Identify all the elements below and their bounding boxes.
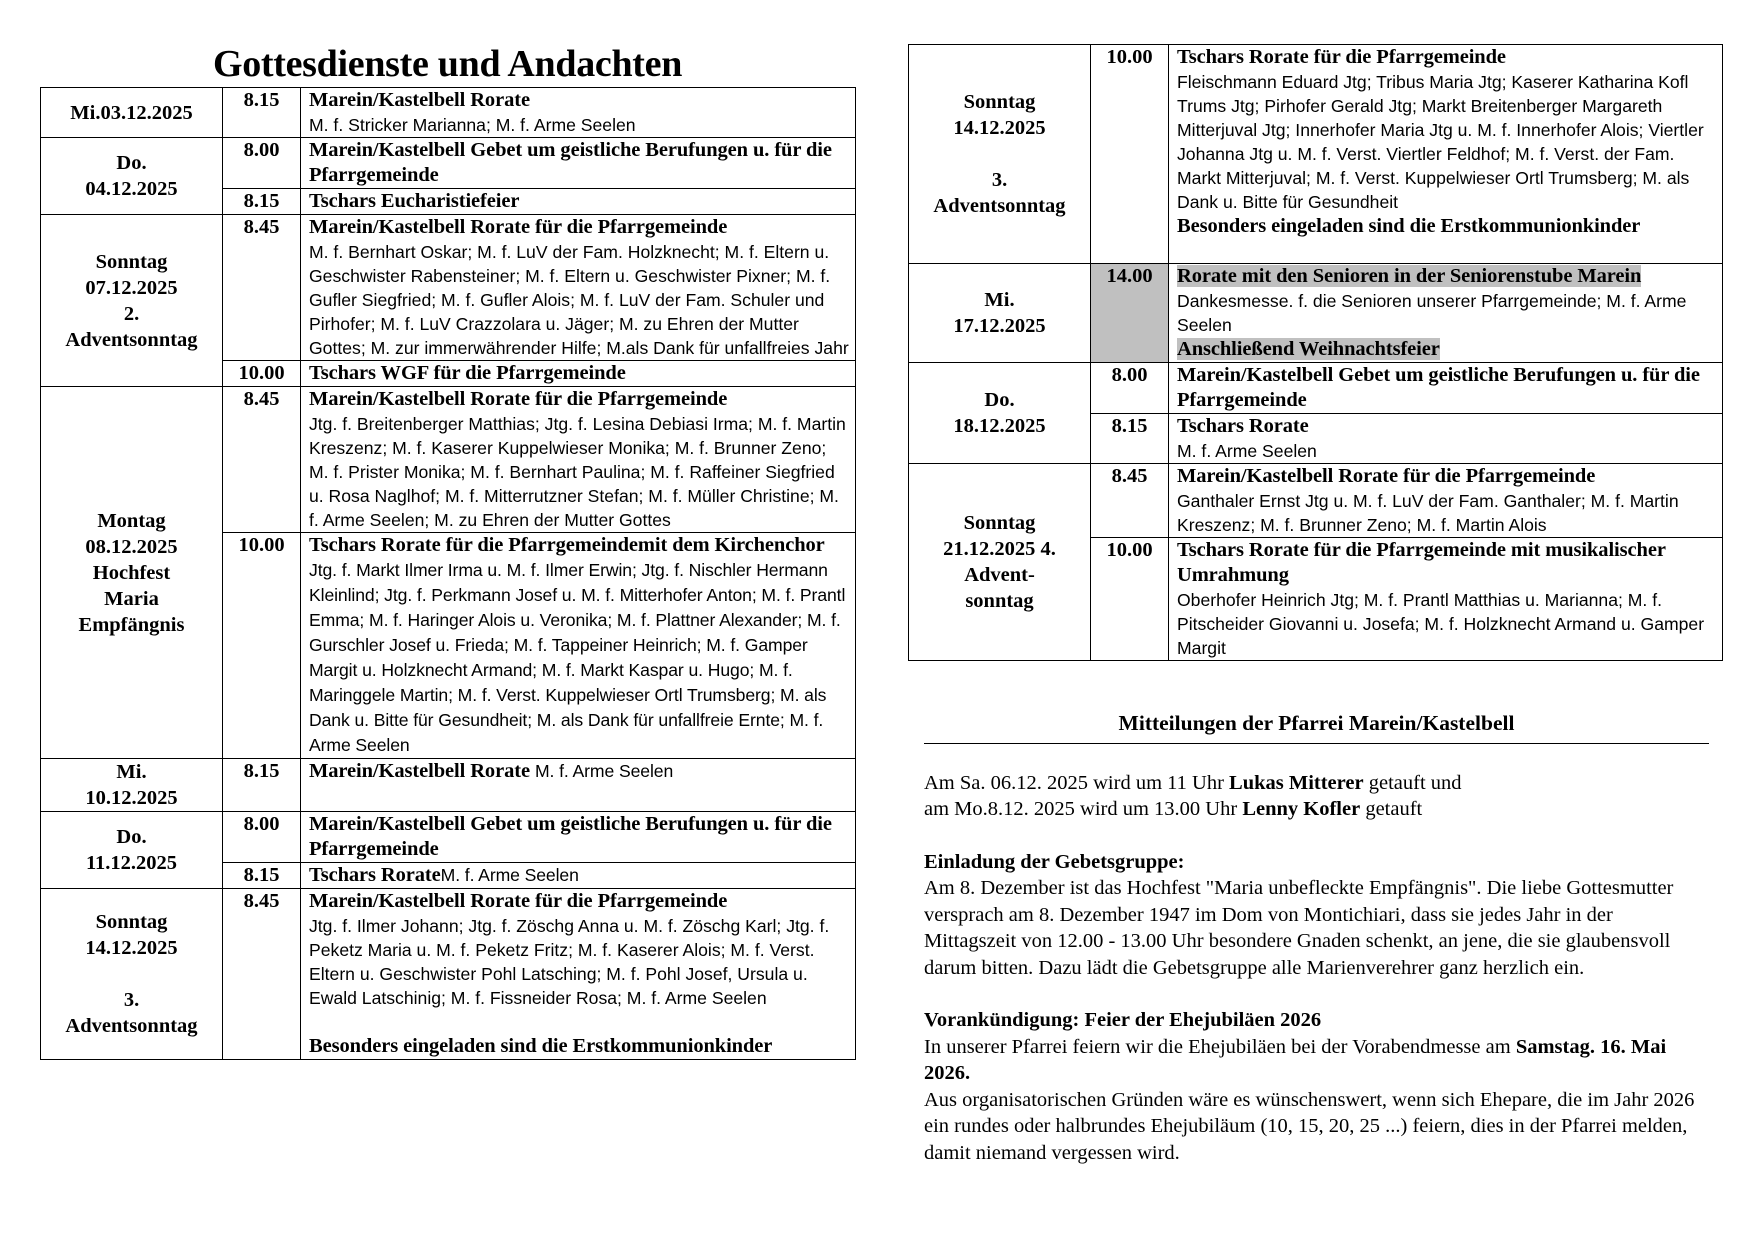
service-heading: [309, 361, 849, 386]
service-note: [309, 1034, 849, 1059]
service-cell: [301, 215, 856, 361]
service-heading: [309, 189, 849, 214]
baptism-text: Am Sa. 06.12. 2025 wird um 11 Uhr: [924, 771, 1230, 794]
date-label: Sonntag 21.12.2025 4. Advent-sonntag: [943, 512, 1056, 612]
service-title: Tschars Rorate für die Pfarrgemeinde mit musikalischer Umrahmung: [1177, 539, 1666, 586]
service-intentions: Jtg. f. Ilmer Johann; Jtg. f. Zöschg Anna u. M. f. Zöschg Karl; Jtg. f. Peketz Maria u. M. f. Peketz Fritz; M. f. Kaserer Alois; M. f. Verst. Eltern u. Geschwister Pohl Latsching; M. f. Pohl Josef, Ursula u. Ewald Latschinig; M. f. Fissneider Rosa; M. f. Arme Seelen: [309, 916, 830, 1008]
schedule-row: [909, 464, 1723, 538]
date-label: Do. 18.12.2025: [953, 389, 1046, 437]
date-cell: [909, 363, 1091, 464]
time-cell: 8.15: [223, 759, 301, 812]
date-label: Mi.03.12.2025: [70, 101, 193, 124]
schedule-row: [41, 387, 856, 533]
service-intentions: M. f. Arme Seelen: [440, 865, 579, 885]
service-cell: [1169, 264, 1723, 363]
service-intentions: Jtg. f. Markt Ilmer Irma u. M. f. Ilmer Erwin; Jtg. f. Nischler Hermann Kleinlind; Jtg. f. Perkmann Josef u. M. f. Mitterhofer Anton; M. f. Prantl Emma; M. f. Haringer Alois u. Veronika; M. f. Plattner Alexander; M. f. Gurschler Josef u. Frieda; M. f. Tappeiner Heinrich; M. f. Gamper Margit u. Holzknecht Armand; M. f. Markt Kaspar u. Hugo; M. f. Maringgele Martin; M. f. Verst. Kuppelwieser Ortl Trumsberg; M. als Dank u. Bitte für Gesundheit; M. als Dank für unfallfreie Ernte; M. f. Arme Seelen: [309, 560, 846, 755]
service-title: Marein/Kastelbell Rorate für die Pfarrgemeinde: [309, 388, 728, 410]
schedule-row: [909, 363, 1723, 414]
service-heading: [309, 889, 849, 914]
time-cell: 8.15: [223, 88, 301, 138]
service-intentions: M. f. Bernhart Oskar; M. f. LuV der Fam. Holzknecht; M. f. Eltern u. Geschwister Rabensteiner; M. f. Eltern u. Geschwister Pixner; M. f. Gufler Siegfried; M. f. Gufler Alois; M. f. LuV der Fam. Schuler und Pirhofer; M. f. LuV Crazzolara u. Jäger; M. zu Ehren der Mutter Gottes; M. zur immerwährender Hilfe; M.als Dank für unfallfreies Jahr: [309, 242, 849, 358]
schedule-row: [909, 45, 1723, 264]
service-cell: [301, 138, 856, 189]
service-cell: [1169, 45, 1723, 264]
service-cell: [301, 533, 856, 759]
service-title: Tschars WGF für die Pfarrgemeinde: [309, 362, 626, 384]
time-cell: 8.00: [1091, 363, 1169, 414]
schedule-table-right: [908, 44, 1723, 661]
service-note: [1177, 337, 1716, 362]
service-heading: [1177, 538, 1716, 588]
date-cell: [41, 759, 223, 812]
service-intentions: M. f. Arme Seelen: [535, 761, 674, 781]
service-intentions: Ganthaler Ernst Jtg u. M. f. LuV der Fam. Ganthaler; M. f. Martin Kreszenz; M. f. Brunner Zeno; M. f. Martin Alois: [1177, 491, 1679, 535]
time-cell: 8.00: [223, 138, 301, 189]
service-heading: [1177, 363, 1716, 413]
baptism-name: Lenny Kofler: [1242, 798, 1361, 820]
schedule-row: [41, 889, 856, 1060]
service-cell: [301, 812, 856, 863]
schedule-row: [41, 138, 856, 189]
date-cell: [909, 45, 1091, 264]
baptism-text: getauft und: [1363, 771, 1462, 794]
service-title: Tschars Eucharistiefeier: [309, 190, 520, 212]
date-cell: [41, 387, 223, 759]
service-title: Marein/Kastelbell Rorate für die Pfarrgemeinde: [1177, 465, 1596, 487]
time-cell: 8.15: [223, 189, 301, 215]
service-title: Tschars Rorate für die Pfarrgemeinde: [1177, 46, 1506, 68]
service-heading: [309, 863, 849, 888]
date-label: Sonntag 07.12.2025 2. Adventsonntag: [65, 250, 198, 351]
service-title: Marein/Kastelbell Gebet um geistliche Berufungen u. für die Pfarrgemeinde: [1177, 364, 1700, 411]
baptism-name: Lukas Mitterer: [1229, 771, 1364, 794]
date-label: Do. 11.12.2025: [85, 826, 178, 874]
service-title: Marein/Kastelbell Gebet um geistliche Berufungen u. für die Pfarrgemeinde: [309, 139, 832, 186]
time-cell: 10.00: [223, 533, 301, 759]
schedule-row: [909, 264, 1723, 363]
service-heading: [309, 812, 849, 862]
service-intentions: Jtg. f. Breitenberger Matthias; Jtg. f. Lesina Debiasi Irma; M. f. Martin Kreszenz; M. f. Kaserer Kuppelwieser Monika; M. f. Brunner Zeno; M. f. Prister Monika; M. f. Bernhart Paulina; M. f. Raffeiner Siegfried u. Rosa Naglhof; M. f. Mitterrutzner Stefan; M. f. Müller Christine; M. f. Arme Seelen; M. zu Ehren der Mutter Gottes: [309, 414, 846, 530]
service-title: Marein/Kastelbell Rorate für die Pfarrgemeinde: [309, 890, 728, 912]
jubilee-text: In unserer Pfarrei feiern wir die Ehejubiläen bei der Vorabendmesse am: [924, 1035, 1516, 1058]
service-heading: [309, 138, 849, 188]
date-cell: [41, 812, 223, 889]
service-cell: [1169, 363, 1723, 414]
schedule-row: [41, 759, 856, 812]
time-cell: 10.00: [1091, 45, 1169, 264]
date-cell: [909, 464, 1091, 661]
service-intentions: Dankesmesse. f. die Senioren unserer Pfarrgemeinde; M. f. Arme Seelen: [1177, 291, 1687, 335]
service-cell: [301, 88, 856, 138]
service-heading: [309, 759, 849, 784]
prayer-group-heading: Einladung der Gebetsgruppe:: [924, 850, 1185, 873]
service-heading: [1177, 45, 1716, 70]
parish-notices: [924, 710, 1709, 1166]
service-intentions: M. f. Stricker Marianna; M. f. Arme Seelen: [309, 115, 636, 135]
time-cell: 8.15: [1091, 414, 1169, 464]
service-heading: [1177, 414, 1716, 439]
time-cell: 8.45: [223, 387, 301, 533]
spacer: [1177, 239, 1716, 263]
baptism-text: getauft: [1360, 798, 1423, 820]
jubilee-notice: [924, 1007, 1709, 1166]
service-heading: [309, 215, 849, 240]
date-label: Sonntag 14.12.2025 3. Adventsonntag: [65, 911, 198, 1037]
time-cell: 8.45: [1091, 464, 1169, 538]
service-cell: [1169, 538, 1723, 661]
date-cell: [41, 138, 223, 215]
service-cell: [301, 889, 856, 1060]
service-heading: [309, 387, 849, 412]
service-cell: [301, 863, 856, 889]
date-label: Montag 08.12.2025 Hochfest Maria Empfängnis: [78, 509, 185, 636]
prayer-group-notice: [924, 849, 1709, 982]
service-intentions: Oberhofer Heinrich Jtg; M. f. Prantl Matthias u. Marianna; M. f. Pitscheider Giovanni u. Josefa; M. f. Holzknecht Armand u. Gamper Margit: [1177, 590, 1705, 658]
time-cell: 14.00: [1091, 264, 1169, 363]
service-title: Tschars Rorate: [309, 864, 441, 886]
service-heading: [1177, 264, 1716, 289]
service-cell: [301, 189, 856, 215]
jubilee-date: Samstag. 16. Mai 2026.: [924, 1035, 1667, 1084]
time-cell: 8.15: [223, 863, 301, 889]
prayer-group-text: Am 8. Dezember ist das Hochfest "Maria unbefleckte Empfängnis". Die liebe Gottesmutter versprach am 8. Dezember 1947 im Dom von Montichiari, dass sie jedes Jahr in der Mittagszeit von 12.00 - 13.00 Uhr besondere Gnaden schenkt, an jene, die sie glaubensvoll darum bitten. Dazu lädt die Gebetsgruppe alle Marienverehrer ganz herzlich ein.: [924, 877, 1674, 979]
time-cell: 10.00: [1091, 538, 1169, 661]
time-cell: 8.45: [223, 889, 301, 1060]
service-intentions: M. f. Arme Seelen: [1177, 441, 1317, 461]
service-note-text: Besonders eingeladen sind die Erstkommunionkinder: [309, 1035, 773, 1057]
date-label: Mi. 17.12.2025: [953, 289, 1046, 337]
date-cell: [41, 88, 223, 138]
jubilee-text: Aus organisatorischen Gründen wäre es wünschenswert, wenn sich Ehepare, die im Jahr 2026 ein rundes oder halbrundes Ehejubiläum (10, 15, 20, 25 ...) feiern, dies in der Pfarrei melden, damit niemand vergessen wird.: [924, 1088, 1695, 1164]
baptism-text: am Mo.8.12. 2025 wird um 13.00 Uhr: [924, 798, 1243, 820]
date-label: Mi. 10.12.2025: [85, 761, 178, 809]
service-title: Marein/Kastelbell Rorate: [309, 760, 530, 782]
time-cell: 8.00: [223, 812, 301, 863]
service-cell: [301, 759, 856, 812]
schedule-row: [41, 812, 856, 863]
notices-title: Mitteilungen der Pfarrei Marein/Kastelbell: [924, 710, 1709, 744]
service-note-text: Anschließend Weihnachtsfeier: [1177, 338, 1440, 360]
page-title: Gottesdienste und Andachten: [212, 43, 683, 85]
service-title: Rorate mit den Senioren in der Seniorenstube Marein: [1177, 265, 1642, 287]
service-cell: [1169, 464, 1723, 538]
schedule-row: [41, 88, 856, 138]
date-cell: [41, 889, 223, 1060]
service-intentions: Fleischmann Eduard Jtg; Tribus Maria Jtg; Kaserer Katharina Kofl Trums Jtg; Pirhofer Gerald Jtg; Markt Breitenberger Margareth Mitterjuval Jtg; Innerhofer Maria Jtg u. M. f. Innerhofer Alois; Viertler Johanna Jtg u. M. f. Verst. Viertler Feldhof; M. f. Verst. der Fam. Markt Mitterjuval; M. f. Verst. Kuppelwieser Ortl Trumsberg; M. als Dank u. Bitte für Gesundheit: [1177, 72, 1704, 212]
date-label: Do. 04.12.2025: [85, 152, 178, 200]
spacer: [309, 1010, 849, 1034]
service-note: [1177, 214, 1716, 239]
service-title: Marein/Kastelbell Rorate für die Pfarrgemeinde: [309, 216, 728, 238]
date-cell: [41, 215, 223, 387]
schedule-table-left: [40, 87, 856, 1060]
service-title: Marein/Kastelbell Gebet um geistliche Berufungen u. für die Pfarrgemeinde: [309, 813, 832, 860]
service-cell: [1169, 414, 1723, 464]
baptism-notice: [924, 770, 1709, 823]
date-label: Sonntag 14.12.2025 3. Adventsonntag: [933, 91, 1066, 217]
schedule-row: [41, 215, 856, 361]
service-cell: [301, 387, 856, 533]
jubilee-heading: Vorankündigung: Feier der Ehejubiläen 2026: [924, 1009, 1322, 1031]
service-title: Marein/Kastelbell Rorate: [309, 89, 530, 111]
service-title: Tschars Rorate: [1177, 415, 1309, 437]
service-cell: [301, 361, 856, 387]
service-heading: [1177, 464, 1716, 489]
service-heading: [309, 533, 849, 758]
service-heading: [309, 88, 849, 113]
date-cell: [909, 264, 1091, 363]
time-cell: 8.45: [223, 215, 301, 361]
service-title: Tschars Rorate für die Pfarrgemeindemit dem Kirchenchor: [309, 534, 825, 556]
time-cell: 10.00: [223, 361, 301, 387]
service-note-text: Besonders eingeladen sind die Erstkommunionkinder: [1177, 215, 1641, 237]
